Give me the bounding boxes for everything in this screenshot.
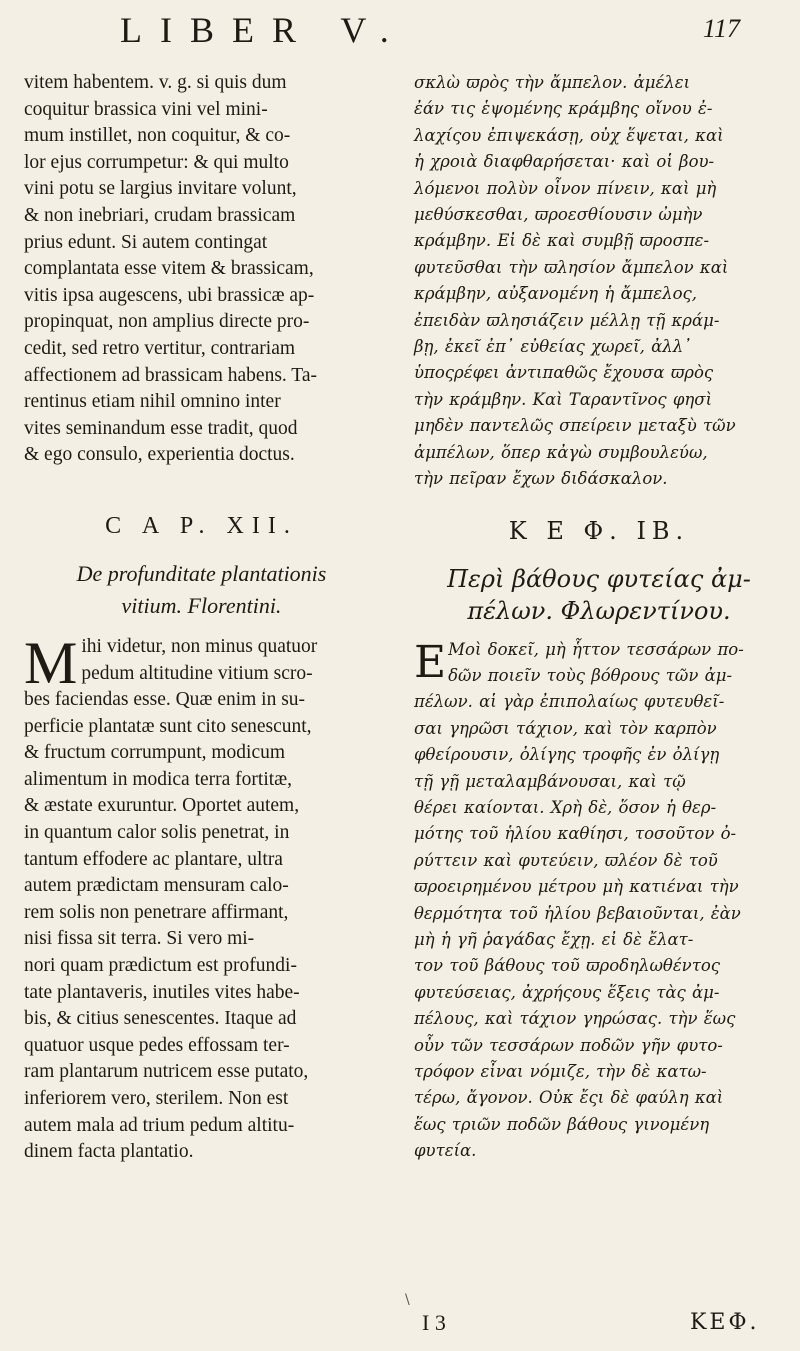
text-line: οὖν τῶν τεσσάρων ποδῶν γῆν φυτο-: [414, 1035, 723, 1055]
text-line: coquitur brassica vini vel mini-: [24, 98, 268, 120]
text-line: ἕως τριῶν ποδῶν βάθους γινομένη: [414, 1114, 710, 1134]
chapter-number: Κ Ε Φ. ΙΒ.: [508, 516, 690, 545]
text-line: & æstate exuruntur. Oportet autem,: [24, 795, 300, 817]
text-line: ὑποςρέφει ἀντιπαθῶς ἔχουσα ϖρὸς: [414, 363, 714, 383]
chapter-title-line: De profunditate plantationis: [76, 560, 327, 586]
text-line: βῃ, ἐκεῖ ἐπ᾽ εὐθείας χωρεῖ, ἀλλ᾽: [414, 337, 692, 357]
greek-column: [414, 70, 784, 1165]
page-number: 117: [702, 14, 740, 43]
text-line: & fructum corrumpunt, modicum: [24, 742, 286, 764]
chapter-title-line: Περὶ βάθους φυτείας ἀμ-: [447, 564, 751, 593]
text-line: ρύττειν καὶ φυτεύειν, ϖλέον δὲ τοῦ: [414, 850, 718, 870]
text-line: μεθύσκεσθαι, ϖροεσθίουσιν ὠμὴν: [414, 205, 703, 225]
text-line: propinquat, non amplius directe pro-: [24, 311, 310, 333]
text-line: τέρω, ἄγονον. Οὐκ ἔςι δὲ φαύλη καὶ: [414, 1088, 724, 1108]
text-line: Μοὶ δοκεῖ, μὴ ἧττον τεσσάρων πο-: [448, 639, 744, 659]
text-line: τον τοῦ βάθους τοῦ ϖροδηλωθέντος: [414, 956, 721, 976]
drop-cap: Ε: [414, 636, 447, 688]
text-line: κράμβην, αὐξανομένη ἡ ἄμπελος,: [414, 284, 698, 304]
chapter-number: C A P. XII.: [105, 512, 298, 539]
text-line: μότης τοῦ ἡλίου καθίησι, τοσοῦτον ὀ-: [414, 824, 737, 844]
text-line: vitem habentem. v. g. si quis dum: [24, 72, 287, 93]
text-line: perficie plantatæ sunt cito senescunt,: [24, 715, 312, 737]
text-line: σαι γηρῶσι τάχιον, καὶ τὸν καρπὸν: [414, 718, 717, 738]
text-line: λόμενοι πολὺν οἶνον πίνειν, καὶ μὴ: [414, 178, 717, 198]
text-line: vitis ipsa augescens, ubi brassicæ ap-: [24, 284, 315, 306]
text-line: alimentum in modica terra fortitæ,: [24, 768, 293, 790]
text-line: φυτεία.: [414, 1141, 477, 1161]
text-line: δῶν ποιεῖν τοὺς βόθρους τῶν ἀμ-: [448, 665, 733, 685]
latin-continuation: [24, 70, 379, 469]
running-head: LIBER V.: [120, 10, 407, 50]
text-line: lor ejus corrumpetur: & qui multo: [24, 151, 289, 173]
text-line: θέρει καίονται. Χρὴ δὲ, ὅσον ἡ θερ-: [414, 797, 717, 817]
text-line: φυτεύσειας, ἀχρήςους ἕξεις τὰς ἀμ-: [414, 982, 720, 1002]
chapter-title-line: πέλων. Φλωρεντίνου.: [467, 596, 731, 625]
page-header: [0, 8, 800, 58]
text-line: bis, & citius senescentes. Itaque ad: [24, 1008, 297, 1030]
text-line: autem prædictam mensuram calo-: [24, 875, 289, 897]
text-line: φθείρουσιν, ὀλίγης τροφῆς ἐν ὀλίγῃ: [414, 745, 720, 765]
edge-mark: \: [405, 1292, 410, 1308]
text-line: nisi fissa sit terra. Si vero mi-: [24, 928, 255, 950]
text-line: σκλὼ ϖρὸς τὴν ἄμπελον. ἀμέλει: [414, 73, 691, 92]
text-line: λαχίςου ἐπιψεκάσῃ, οὐχ ἕψεται, καὶ: [414, 125, 724, 145]
text-line: τὴν κράμβην. Καὶ Ταραντῖνος φησὶ: [414, 389, 713, 409]
text-line: nori quam prædictum est profundi-: [24, 955, 297, 977]
text-line: cedit, sed retro vertitur, contrariam: [24, 337, 296, 359]
text-line: πέλων. αἱ γὰρ ἐπιπολαίως φυτευθεῖ-: [414, 692, 725, 712]
chapter-title-line: vitium. Florentini.: [121, 592, 282, 618]
text-line: tantum effodere ac plantare, ultra: [24, 848, 283, 870]
text-line: ram plantarum nutricem esse putato,: [24, 1061, 309, 1083]
text-line: rentinus etiam nihil omnino inter: [24, 391, 281, 413]
text-line: τρόφον εἶναι νόμιζε, τὴν δὲ κατω-: [414, 1062, 707, 1081]
text-line: pedum altitudine vitium scro-: [81, 662, 313, 684]
text-line: πέλους, καὶ τάχιον γηρώσας. τὴν ἕως: [414, 1009, 736, 1029]
text-line: tate plantaveris, inutiles vites habe-: [24, 981, 300, 1003]
text-line: & non inebriari, crudam brassicam: [24, 204, 296, 226]
greek-chapter-body: [414, 637, 784, 1165]
text-line: μηδὲν παντελῶς σπείρειν μεταξὺ τῶν: [414, 416, 736, 436]
text-line: mum instillet, non coquitur, & co-: [24, 125, 291, 147]
text-line: prius edunt. Si autem contingat: [24, 231, 268, 253]
text-line: φυτεῦσθαι τὴν ϖλησίον ἄμπελον καὶ: [414, 257, 729, 277]
text-line: & ego consulo, experientia doctus.: [24, 444, 295, 466]
text-line: τῇ γῇ μεταλαμβάνουσαι, καὶ τῷ: [414, 771, 686, 791]
text-line: vini potu se largius invitare volunt,: [24, 178, 297, 200]
text-line: ἐάν τις ἑψομένης κράμβης οἴνου ἐ-: [414, 99, 713, 119]
text-line: rem solis non penetrare affirmant,: [24, 901, 289, 923]
text-line: affectionem ad brassicam habens. Ta-: [24, 364, 318, 386]
text-line: dinem facta plantatio.: [24, 1141, 194, 1163]
text-line: in quantum calor solis penetrat, in: [24, 822, 290, 844]
text-line: quatuor usque pedes effossam ter-: [24, 1034, 290, 1056]
drop-cap: M: [24, 629, 78, 696]
text-line: θερμότητα τοῦ ἡλίου βεβαιοῦνται, ἐὰν: [414, 903, 741, 923]
text-line: ἐπειδὰν ϖλησιάζειν μέλλῃ τῇ κράμ-: [414, 310, 720, 330]
text-line: τὴν πεῖραν ἔχων διδάσκαλον.: [414, 469, 668, 489]
text-line: μὴ ἡ γῆ ῥαγάδας ἔχῃ. εἰ δὲ ἔλατ-: [414, 929, 694, 949]
latin-column: [24, 70, 379, 1166]
text-line: vites seminandum esse tradit, quod: [24, 417, 298, 439]
text-line: autem mala ad trium pedum altitu-: [24, 1114, 295, 1136]
text-line: ihi videtur, non minus quatuor: [81, 635, 318, 657]
text-line: ἡ χροιὰ διαφθαρήσεται· καὶ οἱ βου-: [414, 152, 715, 172]
greek-continuation: [414, 70, 784, 493]
text-line: inferiorem vero, sterilem. Non est: [24, 1088, 289, 1109]
latin-chapter-body: [24, 629, 379, 1166]
signature-mark: I 3: [422, 1310, 446, 1335]
text-line: ἀμπέλων, ὅπερ κἀγὼ συμβουλεύω,: [414, 442, 708, 462]
text-line: ϖροειρημένου μέτρου μὴ κατιέναι τὴν: [414, 877, 739, 897]
page-footer: [0, 1310, 800, 1340]
text-line: complantata esse vitem & brassicam,: [24, 258, 314, 280]
catchword: ΚΕΦ.: [690, 1310, 760, 1335]
text-line: κράμβην. Εἰ δὲ καὶ συμβῇ ϖροσπε-: [414, 231, 710, 251]
text-line: bes faciendas esse. Quæ enim in su-: [24, 689, 306, 711]
